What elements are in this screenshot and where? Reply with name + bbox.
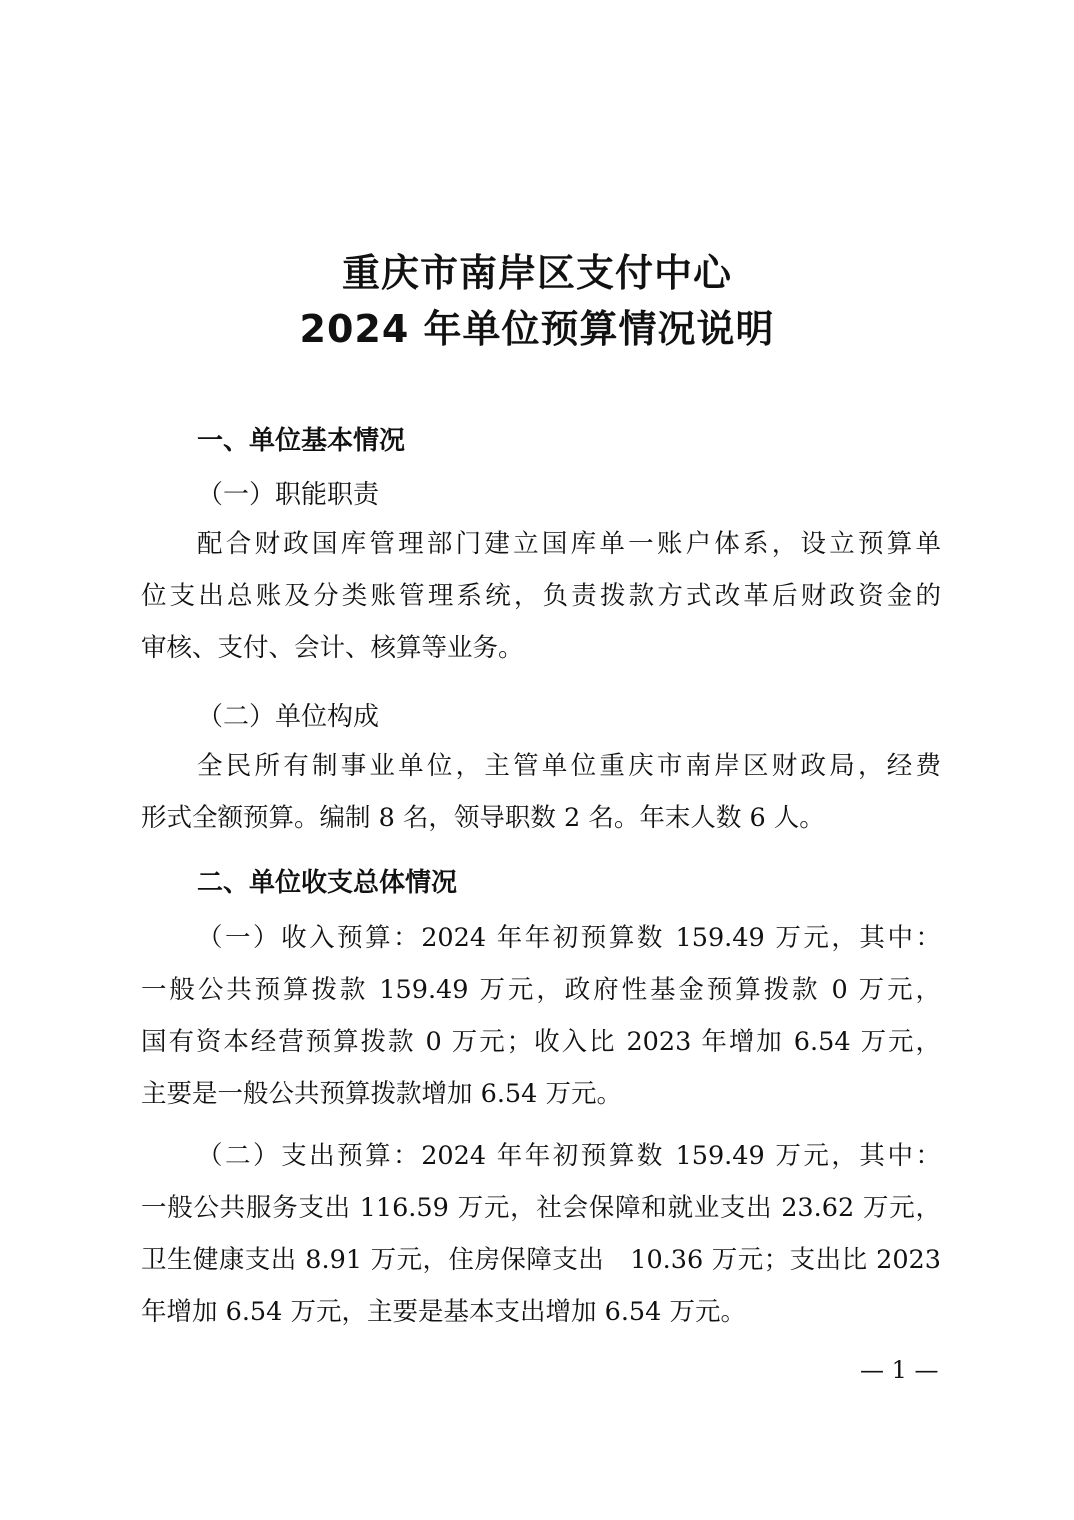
section1-heading: 一、单位基本情况 bbox=[197, 426, 406, 456]
paragraph-line: 一般公共服务支出 116.59 万元，社会保障和就业支出 23.62 万元， bbox=[141, 1193, 941, 1223]
paragraph-line: 审核、支付、会计、核算等业务。 bbox=[141, 633, 524, 663]
paragraph-line: 国有资本经营预算拨款 0 万元；收入比 2023 年增加 6.54 万元， bbox=[141, 1027, 941, 1057]
paragraph-line: 全民所有制事业单位，主管单位重庆市南岸区财政局，经费 bbox=[197, 751, 941, 781]
paragraph-line: 位支出总账及分类账管理系统，负责拨款方式改革后财政资金的 bbox=[141, 581, 941, 611]
section1-sub2-heading: （二）单位构成 bbox=[197, 702, 380, 732]
composition-paragraph bbox=[141, 740, 941, 844]
paragraph-line: 形式全额预算。编制 8 名，领导职数 2 名。年末人数 6 人。 bbox=[141, 803, 825, 833]
paragraph-line: 配合财政国库管理部门建立国库单一账户体系，设立预算单 bbox=[197, 529, 941, 559]
section2-heading: 二、单位收支总体情况 bbox=[197, 868, 458, 898]
page-number: — 1 — bbox=[860, 1356, 939, 1384]
paragraph-line: 年增加 6.54 万元，主要是基本支出增加 6.54 万元。 bbox=[141, 1297, 746, 1327]
paragraph-line: （一）收入预算：2024 年年初预算数 159.49 万元，其中： bbox=[197, 923, 941, 953]
duties-paragraph bbox=[141, 518, 941, 674]
document-title-line1: 重庆市南岸区支付中心 bbox=[341, 251, 732, 295]
paragraph-line: （二）支出预算：2024 年年初预算数 159.49 万元，其中： bbox=[197, 1141, 941, 1171]
expense-paragraph bbox=[141, 1130, 941, 1338]
income-paragraph bbox=[141, 912, 941, 1120]
document-title-line2: 2024 年单位预算情况说明 bbox=[299, 307, 775, 351]
section1-sub1-heading: （一）职能职责 bbox=[197, 480, 380, 510]
paragraph-line: 卫生健康支出 8.91 万元，住房保障支出 10.36 万元；支出比 2023 bbox=[141, 1245, 941, 1275]
paragraph-line: 主要是一般公共预算拨款增加 6.54 万元。 bbox=[141, 1079, 622, 1109]
paragraph-line: 一般公共预算拨款 159.49 万元，政府性基金预算拨款 0 万元， bbox=[141, 975, 941, 1005]
